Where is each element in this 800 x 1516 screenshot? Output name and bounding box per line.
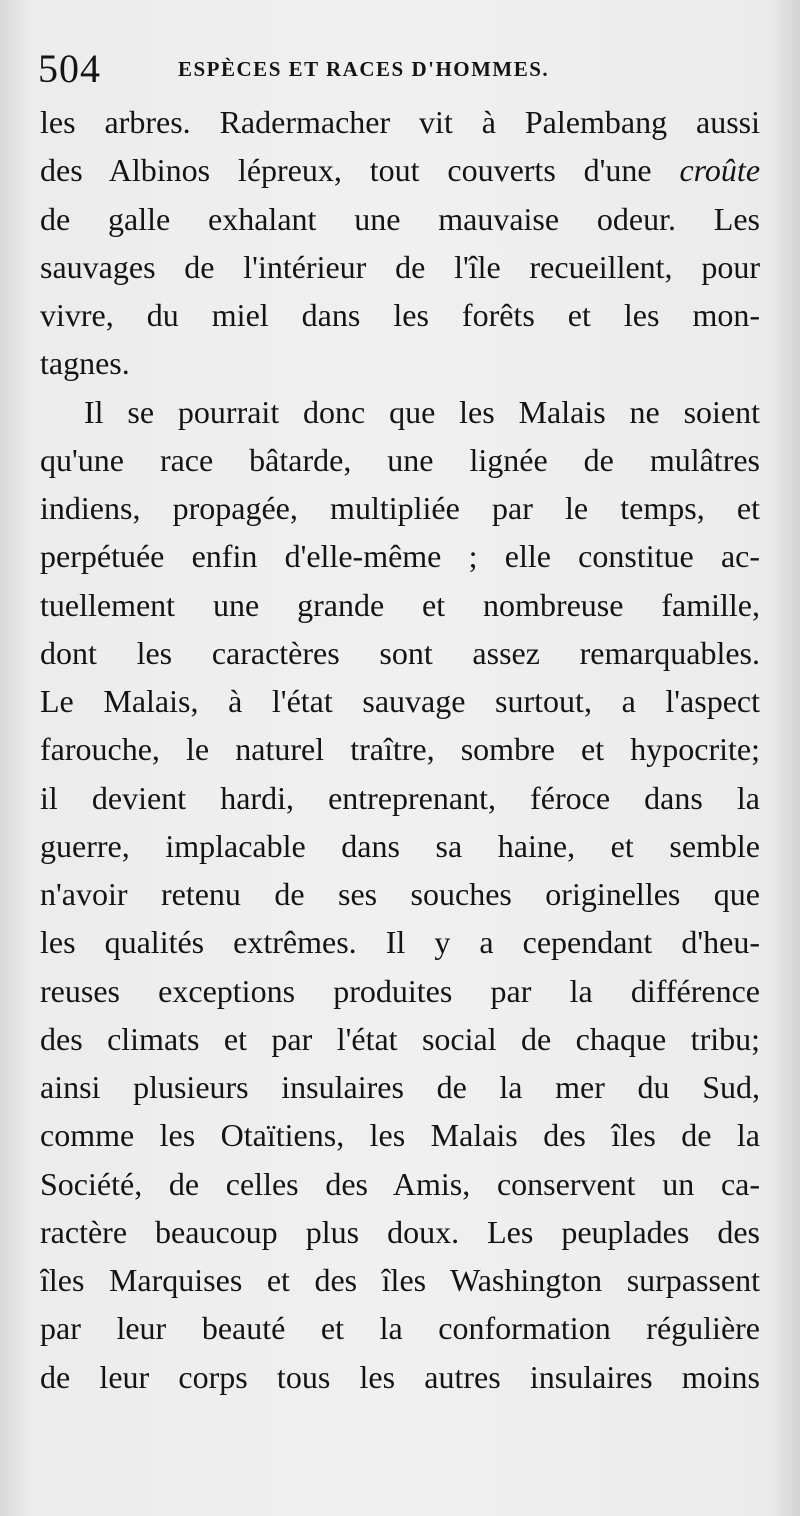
text-line: dont les caractères sont assez remarquables. xyxy=(40,634,760,671)
text-segment: des Albinos lépreux, tout couverts d'une xyxy=(40,152,652,189)
text-line xyxy=(40,146,760,194)
text-line: perpétuée enfin d'elle-même ; elle constitue ac- xyxy=(40,538,760,575)
running-title: ESPÈCES ET RACES D'HOMMES. xyxy=(178,57,550,81)
page-number: 504 xyxy=(38,46,101,91)
page-header xyxy=(38,44,758,94)
text-line: de leur corps tous les autres insulaires moins xyxy=(40,1358,760,1395)
body-text xyxy=(40,98,760,1401)
text-line: les arbres. Radermacher vit à Palembang aussi xyxy=(40,104,760,140)
text-line: comme les Otaïtiens, les Malais des îles de la xyxy=(40,1117,760,1154)
text-line: indiens, propagée, multipliée par le temps, et xyxy=(40,490,760,526)
text-line: de galle exhalant une mauvaise odeur. Les xyxy=(40,200,760,237)
text-line: farouche, le naturel traître, sombre et hypocrite; xyxy=(40,731,760,768)
text-line: sauvages de l'intérieur de l'île recueillent, pour xyxy=(40,248,760,285)
text-line: reuses exceptions produites par la différence xyxy=(40,972,760,1009)
text-line: tagnes. xyxy=(40,345,130,382)
text-line: les qualités extrêmes. Il y a cependant d'heu- xyxy=(40,924,760,961)
text-line: n'avoir retenu de ses souches originelles que xyxy=(40,876,760,912)
text-line: par leur beauté et la conformation régulière xyxy=(40,1310,760,1347)
text-line: qu'une race bâtarde, une lignée de mulâtres xyxy=(40,441,760,478)
paragraph-first-line: Il se pourrait donc que les Malais ne soient xyxy=(84,393,760,430)
text-line: guerre, implacable dans sa haine, et semble xyxy=(40,827,760,864)
text-line: îles Marquises et des îles Washington surpassent xyxy=(40,1262,760,1298)
text-line: tuellement une grande et nombreuse famille, xyxy=(40,586,760,623)
text-line: Société, de celles des Amis, conservent un ca- xyxy=(40,1165,760,1202)
text-line: vivre, du miel dans les forêts et les mon- xyxy=(40,297,760,333)
text-line: ractère beaucoup plus doux. Les peuplades des xyxy=(40,1213,760,1250)
text-line: ainsi plusieurs insulaires de la mer du Sud, xyxy=(40,1069,760,1105)
italic-word: croûte xyxy=(679,152,760,189)
text-line: des climats et par l'état social de chaque tribu; xyxy=(40,1020,760,1057)
text-line: Le Malais, à l'état sauvage surtout, a l'aspect xyxy=(40,683,760,719)
text-line: il devient hardi, entreprenant, féroce dans la xyxy=(40,779,760,816)
